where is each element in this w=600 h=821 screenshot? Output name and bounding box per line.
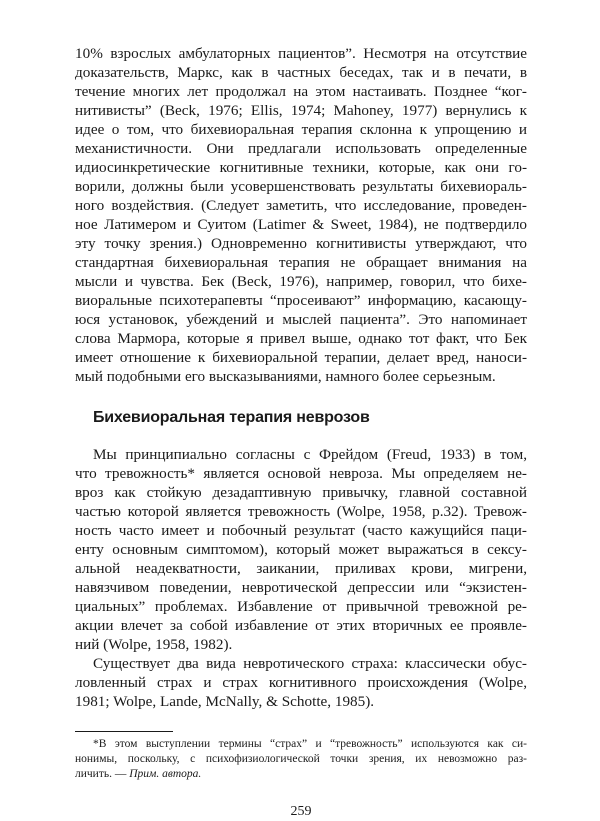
text-line: идиосинкретические когнитивные техники, которые, как они го-: [75, 159, 527, 176]
text-line: мысли и чувства. Бек (Beck, 1976), например, говорил, что бихе-: [75, 273, 527, 290]
section-heading: Бихевиоральная терапия неврозов: [93, 409, 370, 426]
paragraph-2: [75, 445, 527, 654]
paragraph-3: [75, 654, 527, 711]
footnote-divider: [75, 731, 173, 732]
text-line: что тревожность* является основой невроза. Мы определяем не-: [75, 465, 527, 482]
text-line: навязчивом поведении, невротической депрессии или “экзистен-: [75, 579, 527, 596]
footnote-last-line: [75, 767, 527, 782]
text-line: юся установок, убеждений и мыслей пациента”. Это напоминает: [75, 311, 527, 328]
text-line: течение многих лет продолжал на этом настаивать. Позднее “ког-: [75, 83, 527, 100]
text-line: вроз как стойкую дезадаптивную привычку, главной составной: [75, 484, 527, 501]
text-line: енту основным симптомом), который может выражаться в сексу-: [75, 541, 527, 558]
text-line: Мы принципиально согласны с Фрейдом (Freud, 1933) в том,: [93, 446, 527, 463]
text-line: слова Мармора, которые я привел выше, однако тот факт, что Бек: [75, 330, 527, 347]
text-line: идее о том, что бихевиоральная терапия склонна к упрощению и: [75, 121, 527, 138]
text-line: альной неадекватности, заикании, приливах крови, мигрени,: [75, 560, 527, 577]
paragraph-1: [75, 44, 527, 386]
text-line: 10% взрослых амбулаторных пациентов”. Несмотря на отсутствие: [75, 45, 527, 62]
text-line: частью которой является тревожность (Wolpe, 1958, p.32). Тревож-: [75, 503, 527, 520]
book-page: [75, 44, 527, 821]
text-line: ворили, должны были усовершенствовать результаты бихевиораль-: [75, 178, 527, 195]
text-line: эту точку зрения.) Одновременно когнитивисты утверждают, что: [75, 235, 527, 252]
text-line: ловленный страх и страх когнитивного происхождения (Wolpe,: [75, 674, 527, 691]
footnote-author-note: Прим. автора.: [129, 768, 202, 780]
text-line: механистичности. Они предлагали использовать определенные: [75, 140, 527, 157]
text-line: Существует два вида невротического страха: классически обус-: [93, 655, 527, 672]
text-line: ность часто имеет и побочный результат (часто кажущийся паци-: [75, 522, 527, 539]
text-line: доказательств, Маркс, как в частных беседах, так и в печати, в: [75, 64, 527, 81]
text-line: ное Латимером и Суитом (Latimer & Sweet, 1984), не подтвердило: [75, 216, 527, 233]
text-line: имеет отношение к бихевиоральной терапии, делает вред, наноси-: [75, 349, 527, 366]
footnote: [75, 737, 527, 782]
text-line: акции влечет за собой избавление от этих вторичных ее проявле-: [75, 617, 527, 634]
text-line: ного воздействия. (Следует заметить, что исследование, проведен-: [75, 197, 527, 214]
footnote-line: нонимы, поскольку, с психофизиологической точки зрения, их невозможно раз-: [75, 753, 527, 765]
text-line: мый подобными его высказываниями, намного более серьезным.: [75, 368, 496, 385]
text-line: ний (Wolpe, 1958, 1982).: [75, 636, 233, 653]
text-line: виоральные психотерапевты “просеивают” информацию, касающу-: [75, 292, 527, 309]
text-line: 1981; Wolpe, Lande, McNally, & Schotte, 1985).: [75, 693, 375, 710]
text-line: нитивисты” (Beck, 1976; Ellis, 1974; Mahoney, 1977) вернулись к: [75, 102, 527, 119]
footnote-line: *В этом выступлении термины “страх” и “тревожность” используются как си-: [93, 738, 527, 750]
text-line: циальных” проблемах. Избавление от привычной тревожной ре-: [75, 598, 527, 615]
page-number: 259: [290, 804, 312, 819]
text-line: стандартная бихевиоральная терапия не обращает внимания на: [75, 254, 527, 271]
footnote-line: личить. —: [75, 768, 130, 780]
